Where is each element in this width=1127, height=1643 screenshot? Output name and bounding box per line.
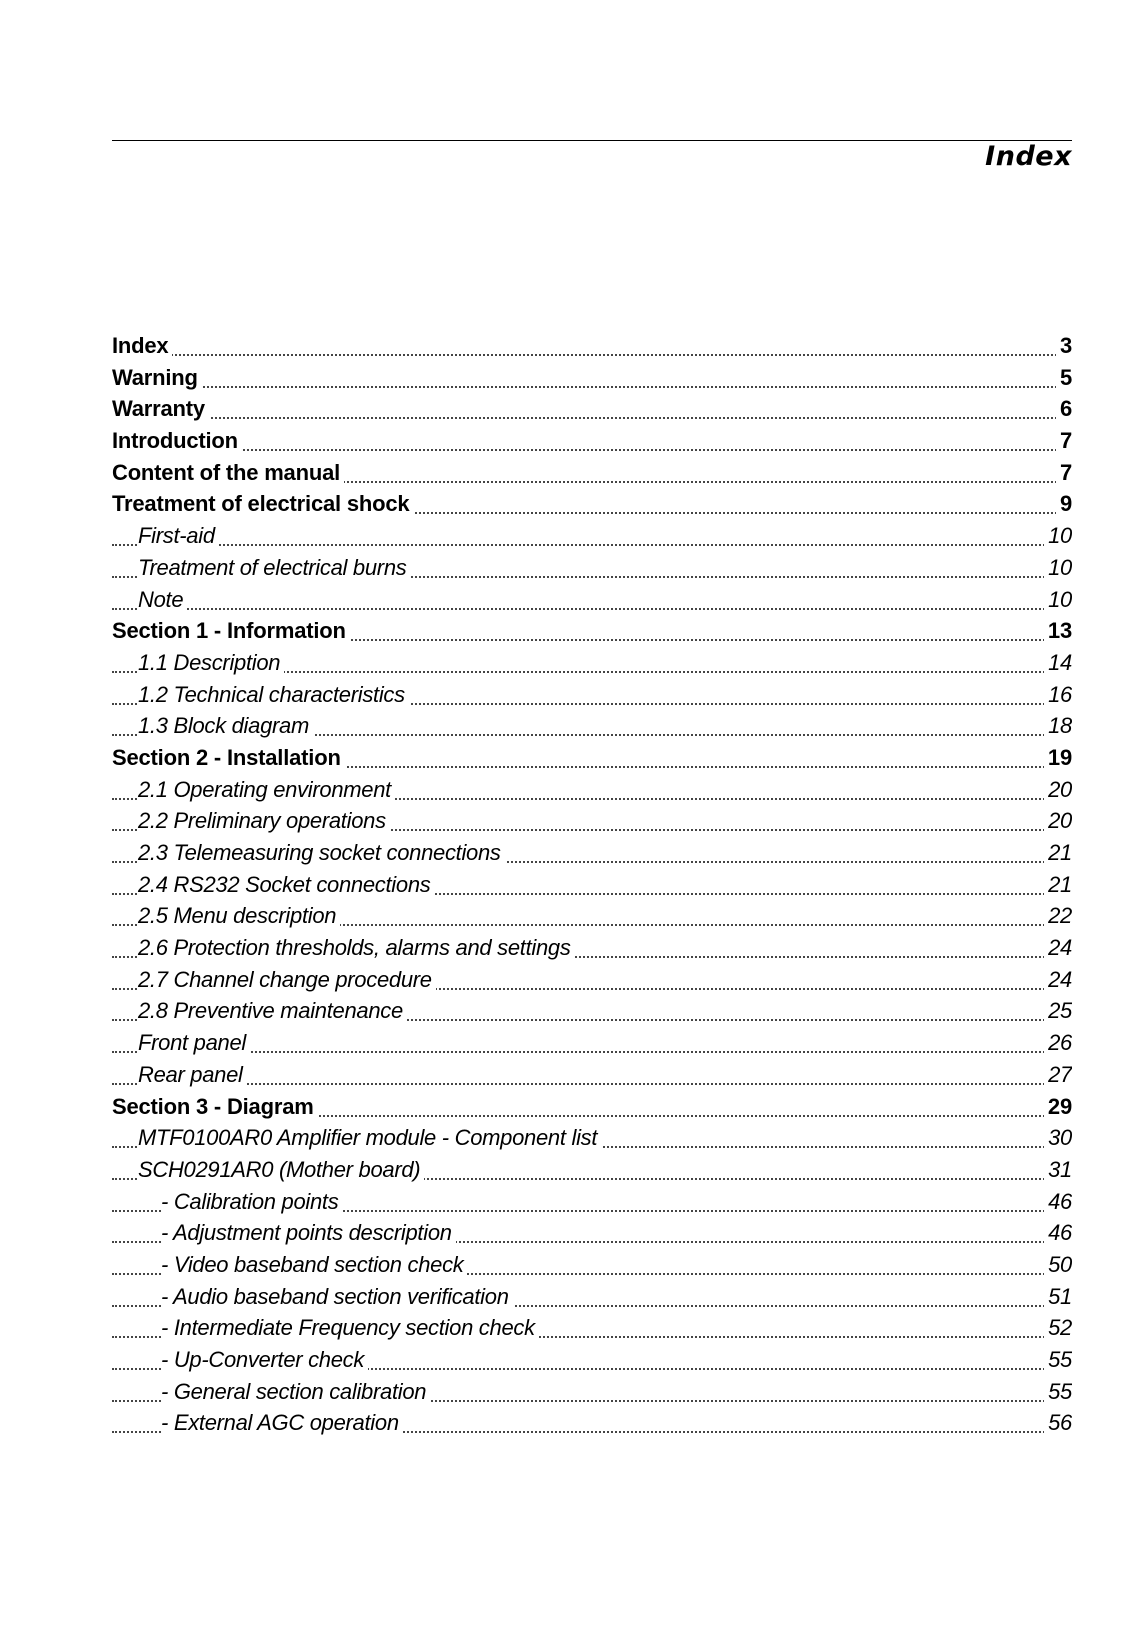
toc-entry[interactable] <box>112 333 1072 365</box>
toc-entry-page: 16 <box>1044 682 1072 708</box>
toc-entry-title: Section 3 - Diagram <box>112 1094 318 1120</box>
toc-entry-page: 27 <box>1044 1062 1072 1088</box>
toc-entry-page: 10 <box>1044 587 1072 613</box>
toc-entry-page: 30 <box>1044 1125 1072 1151</box>
toc-entry[interactable] <box>112 555 1072 587</box>
dot-leader <box>112 1083 1072 1085</box>
toc-entry-page: 10 <box>1044 523 1072 549</box>
toc-entry-title: Section 2 - Installation <box>112 745 345 771</box>
toc-entry-page: 18 <box>1044 713 1072 739</box>
toc-entry-title: 1.1 Description <box>138 650 284 676</box>
toc-entry[interactable] <box>112 713 1072 745</box>
toc-entry-page: 55 <box>1044 1347 1072 1373</box>
toc-entry[interactable] <box>112 1125 1072 1157</box>
toc-entry-page: 56 <box>1044 1410 1072 1436</box>
toc-entry-title: - External AGC operation <box>161 1410 403 1436</box>
toc-entry-title: Content of the manual <box>112 460 344 486</box>
toc-entry[interactable] <box>112 777 1072 809</box>
toc-entry-title: 1.3 Block diagram <box>138 713 313 739</box>
toc-entry[interactable] <box>112 1315 1072 1347</box>
toc-entry-title: 2.7 Channel change procedure <box>138 967 436 993</box>
toc-entry-page: 3 <box>1056 333 1072 359</box>
toc-entry-page: 13 <box>1044 618 1072 644</box>
dot-leader <box>112 386 1072 388</box>
toc-entry-page: 46 <box>1044 1189 1072 1215</box>
toc-entry-title: Note <box>138 587 187 613</box>
toc-entry-page: 22 <box>1044 903 1072 929</box>
toc-entry-page: 10 <box>1044 555 1072 581</box>
toc-entry-page: 52 <box>1044 1315 1072 1341</box>
toc-entry[interactable] <box>112 872 1072 904</box>
toc-entry-page: 6 <box>1056 396 1072 422</box>
toc-entry-page: 51 <box>1044 1284 1072 1310</box>
toc-entry-title: Introduction <box>112 428 242 454</box>
toc-entry-title: 2.6 Protection thresholds, alarms and settings <box>138 935 575 961</box>
toc-entry-page: 25 <box>1044 998 1072 1024</box>
toc-entry-page: 24 <box>1044 967 1072 993</box>
toc-entry-title: 2.3 Telemeasuring socket connections <box>138 840 505 866</box>
toc-entry[interactable] <box>112 1094 1072 1126</box>
toc-entry-title: SCH0291AR0 (Mother board) <box>138 1157 424 1183</box>
toc-entry-title: Treatment of electrical shock <box>112 491 413 517</box>
toc-entry[interactable] <box>112 365 1072 397</box>
toc-entry-page: 19 <box>1044 745 1072 771</box>
toc-entry[interactable] <box>112 523 1072 555</box>
toc-entry-title: Warning <box>112 365 202 391</box>
table-of-contents <box>112 333 1072 1442</box>
toc-entry-title: - Adjustment points description <box>161 1220 456 1246</box>
toc-entry-page: 29 <box>1044 1094 1072 1120</box>
toc-entry-page: 50 <box>1044 1252 1072 1278</box>
toc-entry-title: 2.2 Preliminary operations <box>138 808 390 834</box>
toc-entry[interactable] <box>112 808 1072 840</box>
dot-leader <box>112 544 1072 546</box>
toc-entry-title: - Up-Converter check <box>161 1347 368 1373</box>
dot-leader <box>112 449 1072 451</box>
toc-entry[interactable] <box>112 428 1072 460</box>
toc-entry-title: 2.8 Preventive maintenance <box>138 998 407 1024</box>
toc-entry-title: Treatment of electrical burns <box>138 555 410 581</box>
toc-entry-page: 26 <box>1044 1030 1072 1056</box>
toc-entry-title: Warranty <box>112 396 209 422</box>
toc-entry-page: 55 <box>1044 1379 1072 1405</box>
toc-entry-title: 2.5 Menu description <box>138 903 340 929</box>
toc-entry-title: - Intermediate Frequency section check <box>161 1315 539 1341</box>
toc-entry-page: 7 <box>1056 460 1072 486</box>
toc-entry-page: 14 <box>1044 650 1072 676</box>
toc-entry[interactable] <box>112 396 1072 428</box>
toc-entry[interactable] <box>112 1284 1072 1316</box>
toc-entry[interactable] <box>112 840 1072 872</box>
toc-entry[interactable] <box>112 1062 1072 1094</box>
toc-entry-page: 5 <box>1056 365 1072 391</box>
header-rule <box>112 140 1072 141</box>
toc-entry-title: 2.4 RS232 Socket connections <box>138 872 434 898</box>
toc-entry[interactable] <box>112 998 1072 1030</box>
toc-entry[interactable] <box>112 903 1072 935</box>
dot-leader <box>112 1051 1072 1053</box>
toc-entry[interactable] <box>112 1030 1072 1062</box>
toc-entry[interactable] <box>112 460 1072 492</box>
toc-entry-title: First-aid <box>138 523 219 549</box>
toc-entry[interactable] <box>112 618 1072 650</box>
dot-leader <box>112 608 1072 610</box>
toc-entry[interactable] <box>112 745 1072 777</box>
toc-entry-title: - General section calibration <box>161 1379 430 1405</box>
toc-entry-page: 20 <box>1044 777 1072 803</box>
dot-leader <box>112 354 1072 356</box>
toc-entry-page: 21 <box>1044 872 1072 898</box>
toc-entry[interactable] <box>112 1157 1072 1189</box>
toc-entry-page: 24 <box>1044 935 1072 961</box>
toc-entry[interactable] <box>112 1347 1072 1379</box>
toc-entry-page: 9 <box>1056 491 1072 517</box>
toc-entry-page: 46 <box>1044 1220 1072 1246</box>
toc-entry[interactable] <box>112 1252 1072 1284</box>
toc-entry-title: Rear panel <box>138 1062 247 1088</box>
page-title: Index <box>985 141 1072 172</box>
toc-entry-title: MTF0100AR0 Amplifier module - Component list <box>138 1125 601 1151</box>
toc-entry[interactable] <box>112 682 1072 714</box>
dot-leader <box>112 417 1072 419</box>
toc-entry-title: - Video baseband section check <box>161 1252 467 1278</box>
toc-entry[interactable] <box>112 650 1072 682</box>
toc-entry-title: Section 1 - Information <box>112 618 350 644</box>
toc-entry[interactable] <box>112 1410 1072 1442</box>
toc-entry-page: 31 <box>1044 1157 1072 1183</box>
toc-entry[interactable] <box>112 587 1072 619</box>
toc-entry[interactable] <box>112 491 1072 523</box>
toc-entry-title: 2.1 Operating environment <box>138 777 395 803</box>
toc-entry-page: 21 <box>1044 840 1072 866</box>
toc-entry-title: - Calibration points <box>161 1189 342 1215</box>
toc-entry[interactable] <box>112 935 1072 967</box>
toc-entry-page: 7 <box>1056 428 1072 454</box>
toc-entry[interactable] <box>112 1220 1072 1252</box>
toc-entry-title: - Audio baseband section verification <box>161 1284 513 1310</box>
toc-entry[interactable] <box>112 967 1072 999</box>
toc-entry[interactable] <box>112 1189 1072 1221</box>
toc-entry-title: 1.2 Technical characteristics <box>138 682 409 708</box>
toc-entry[interactable] <box>112 1379 1072 1411</box>
toc-entry-page: 20 <box>1044 808 1072 834</box>
toc-entry-title: Index <box>112 333 172 359</box>
toc-entry-title: Front panel <box>138 1030 250 1056</box>
